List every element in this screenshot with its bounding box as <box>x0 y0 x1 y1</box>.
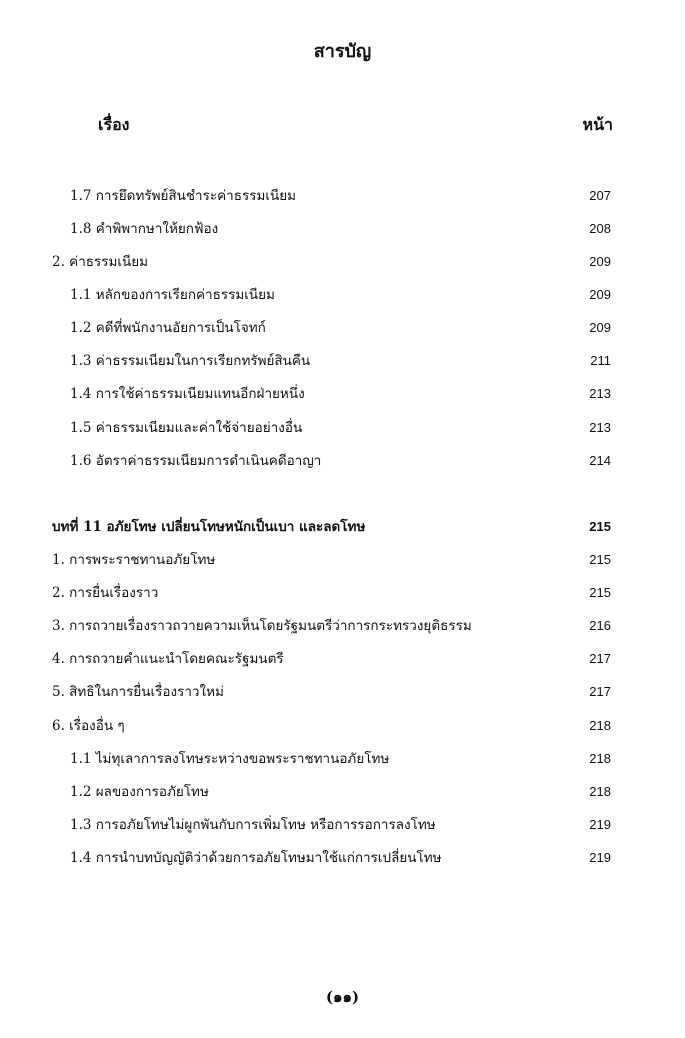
toc-entry-label: 3. การถวายเรื่องราวถวายความเห็นโดยรัฐมนตรีว่าการกระทรวงยุติธรรม <box>52 618 472 634</box>
toc-entry-page: 214 <box>589 453 611 468</box>
toc-entry-label: 1.1 ไม่ทุเลาการลงโทษระหว่างขอพระราชทานอภัยโทษ <box>70 751 390 767</box>
toc-entry <box>0 714 685 738</box>
toc-entry <box>0 283 685 307</box>
toc-entry-page: 207 <box>589 188 611 203</box>
toc-entry <box>0 184 685 208</box>
toc-entry-label: 4. การถวายคำแนะนำโดยคณะรัฐมนตรี <box>52 651 284 667</box>
toc-entry <box>0 614 685 638</box>
toc-entry <box>0 382 685 406</box>
toc-entry-page: 217 <box>589 651 611 666</box>
toc-entry-page: 215 <box>589 552 611 567</box>
toc-entry-label: 2. ค่าธรรมเนียม <box>52 254 149 270</box>
toc-entry-label: 6. เรื่องอื่น ๆ <box>52 718 125 734</box>
toc-entry <box>0 680 685 704</box>
toc-entry-page: 217 <box>589 684 611 699</box>
toc-entry-page: 216 <box>589 618 611 633</box>
toc-entry-label: 1.7 การยึดทรัพย์สินชำระค่าธรรมเนียม <box>70 188 297 204</box>
toc-entry-label: 2. การยื่นเรื่องราว <box>52 585 159 601</box>
toc-entry-page: 215 <box>589 519 611 534</box>
toc-entry-label: 1.1 หลักของการเรียกค่าธรรมเนียม <box>70 287 275 303</box>
toc-entry-label: 1.2 คดีที่พนักงานอัยการเป็นโจทก์ <box>70 320 266 336</box>
toc-entry-label: 1.3 การอภัยโทษไม่ผูกพันกับการเพิ่มโทษ หรือการรอการลงโทษ <box>70 817 436 833</box>
topic-column-header: เรื่อง <box>98 115 130 134</box>
toc-entry <box>0 349 685 373</box>
toc-entry <box>0 250 685 274</box>
toc-entry <box>0 780 685 804</box>
toc-entry-label: 1.6 อัตราค่าธรรมเนียมการดำเนินคดีอาญา <box>70 453 322 469</box>
toc-entry-label: 1.5 ค่าธรรมเนียมและค่าใช้จ่ายอย่างอื่น <box>70 420 303 436</box>
toc-entry-label: 1.4 การใช้ค่าธรรมเนียมแทนอีกฝ่ายหนึ่ง <box>70 386 305 402</box>
toc-entry-page: 219 <box>589 817 611 832</box>
toc-entry-page: 211 <box>590 353 611 368</box>
toc-entry-page: 209 <box>589 287 611 302</box>
toc-entry-page: 208 <box>589 221 611 236</box>
toc-entry-page: 213 <box>589 420 611 435</box>
toc-entry-page: 209 <box>589 254 611 269</box>
page-number-footer: (๑๑) <box>325 988 360 1006</box>
toc-entry <box>0 813 685 837</box>
toc-entry-page: 218 <box>589 751 611 766</box>
toc-entry-page: 218 <box>589 718 611 733</box>
toc-entry <box>0 548 685 572</box>
toc-entry-label: 1.4 การนำบทบัญญัติว่าด้วยการอภัยโทษมาใช้แก่การเปลี่ยนโทษ <box>70 850 442 866</box>
toc-entry <box>0 316 685 340</box>
toc-entry-label: 1. การพระราชทานอภัยโทษ <box>52 552 216 568</box>
toc-entry-label: 1.2 ผลของการอภัยโทษ <box>70 784 209 800</box>
toc-entry-page: 215 <box>589 585 611 600</box>
toc-entry-label: 1.8 คำพิพากษาให้ยกฟ้อง <box>70 221 219 237</box>
toc-entry-page: 209 <box>589 320 611 335</box>
toc-entry <box>0 416 685 440</box>
toc-entry <box>0 846 685 870</box>
toc-entry-label: 1.3 ค่าธรรมเนียมในการเรียกทรัพย์สินคืน <box>70 353 311 369</box>
page-column-header: หน้า <box>582 115 613 134</box>
page-title: สารบัญ <box>313 41 372 62</box>
chapter-heading <box>0 515 685 539</box>
toc-entry <box>0 647 685 671</box>
toc-entry <box>0 581 685 605</box>
toc-entry-page: 213 <box>589 386 611 401</box>
toc-entry <box>0 449 685 473</box>
toc-entry-label: บทที่ 11 อภัยโทษ เปลี่ยนโทษหนักเป็นเบา และลดโทษ <box>52 519 366 535</box>
toc-entry <box>0 747 685 771</box>
toc-entry <box>0 217 685 241</box>
toc-entry-page: 219 <box>589 850 611 865</box>
toc-entry-page: 218 <box>589 784 611 799</box>
toc-entry-label: 5. สิทธิในการยื่นเรื่องราวใหม่ <box>52 684 224 700</box>
